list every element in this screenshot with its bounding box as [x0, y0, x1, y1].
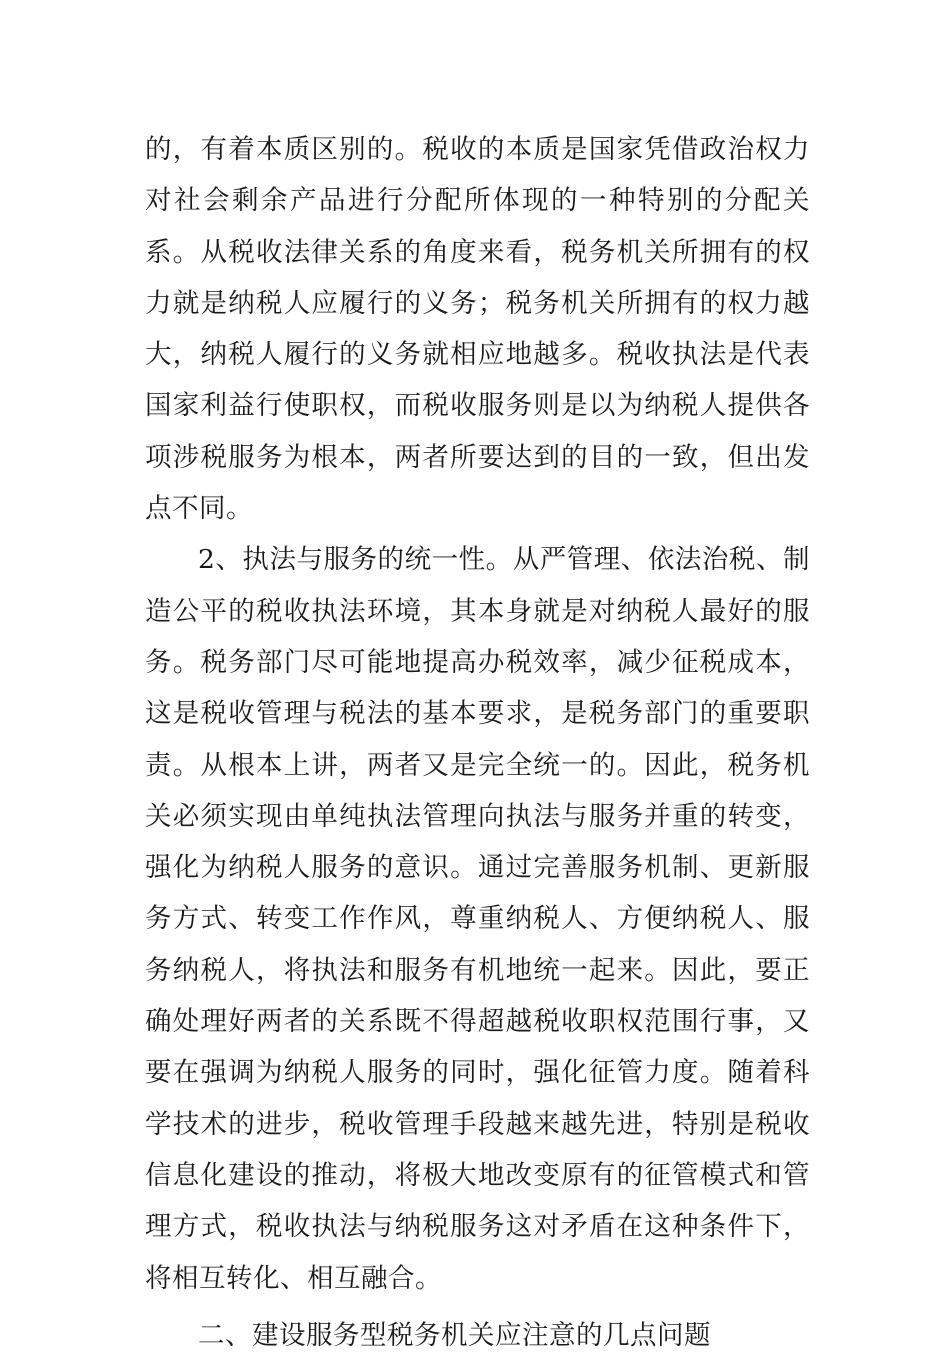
document-page — [145, 124, 810, 1361]
paragraph-continuation: 的，有着本质区别的。税收的本质是国家凭借政治权力对社会剩余产品进行分配所体现的一种特别的分配关系。从税收法律关系的角度来看，税务机关所拥有的权力就是纳税人应履行的义务；税务机关所拥有的权力越大，纳税人履行的义务就相应地越多。税收执法是代表国家利益行使职权，而税收服务则是以为纳税人提供各项涉税服务为根本，两者所要达到的目的一致，但出发点不同。 — [145, 134, 810, 525]
paragraph-unity-of-enforcement-and-service: 2、执法与服务的统一性。从严管理、依法治税、制造公平的税收执法环境，其本身就是对纳税人最好的服务。税务部门尽可能地提高办税效率，减少征税成本，这是税收管理与税法的基本要求，是税务部门的重要职责。从根本上讲，两者又是完全统一的。因此，税务机关必须实现由单纯执法管理向执法与服务并重的转变，强化为纳税人服务的意识。通过完善服务机制、更新服务方式、转变工作作风，尊重纳税人、方便纳税人、服务纳税人，将执法和服务有机地统一起来。因此，要正确处理好两者的关系既不得超越税收职权范围行事，又要在强调为纳税人服务的同时，强化征管力度。随着科学技术的进步，税收管理手段越来越先进，特别是税收信息化建设的推动，将极大地改变原有的征管模式和管理方式，税收执法与纳税服务这对矛盾在这种条件下，将相互转化、相互融合。 — [145, 544, 810, 1294]
section-heading: 二、建设服务型税务机关应注意的几点问题 — [198, 1319, 711, 1351]
